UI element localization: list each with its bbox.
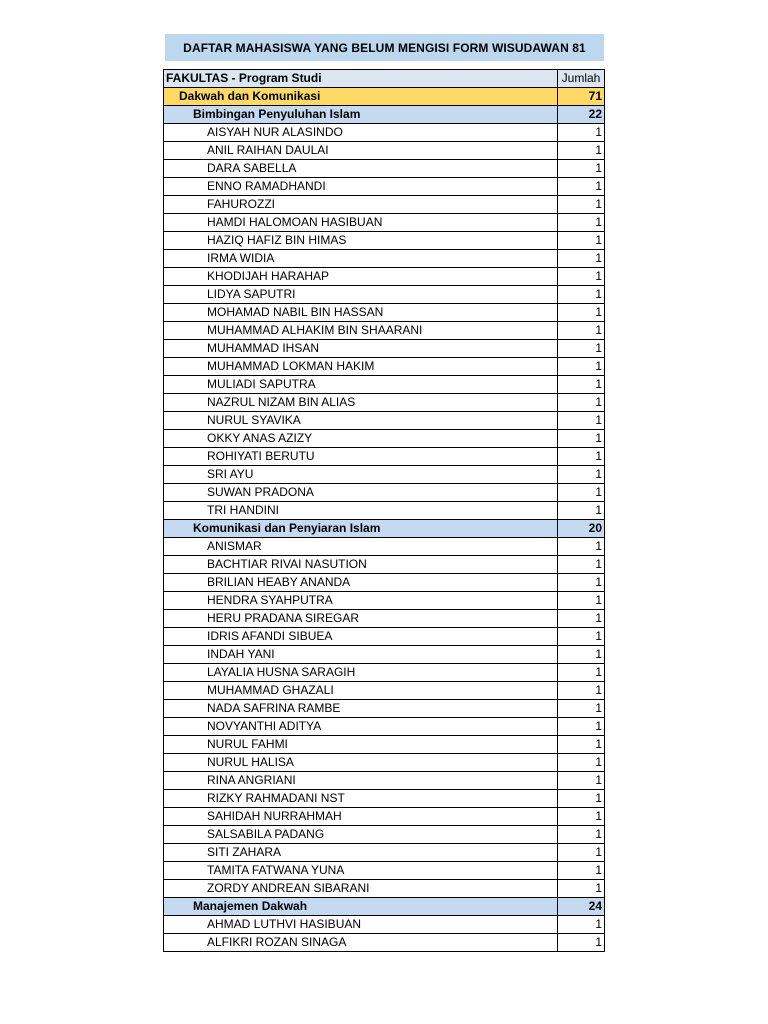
- student-count-cell: 1: [558, 502, 605, 520]
- student-count-cell: 1: [558, 880, 605, 898]
- student-row: [164, 286, 605, 304]
- student-name-cell: SUWAN PRADONA: [164, 484, 558, 502]
- student-count-cell: 1: [558, 484, 605, 502]
- student-count-cell: 1: [558, 430, 605, 448]
- student-count-cell: 1: [558, 124, 605, 142]
- student-name-cell: MUHAMMAD LOKMAN HAKIM: [164, 358, 558, 376]
- student-row: [164, 718, 605, 736]
- student-name-cell: MUHAMMAD ALHAKIM BIN SHAARANI: [164, 322, 558, 340]
- student-name-cell: MUHAMMAD IHSAN: [164, 340, 558, 358]
- student-row: [164, 322, 605, 340]
- student-name-cell: TAMITA FATWANA YUNA: [164, 862, 558, 880]
- student-name-cell: BACHTIAR RIVAI NASUTION: [164, 556, 558, 574]
- student-count-cell: 1: [558, 160, 605, 178]
- student-count-cell: 1: [558, 664, 605, 682]
- student-row: [164, 160, 605, 178]
- student-count-cell: 1: [558, 556, 605, 574]
- student-count-cell: 1: [558, 736, 605, 754]
- student-row: [164, 592, 605, 610]
- student-row: [164, 934, 605, 952]
- student-count-cell: 1: [558, 754, 605, 772]
- student-count-cell: 1: [558, 448, 605, 466]
- student-row: [164, 304, 605, 322]
- student-row: [164, 448, 605, 466]
- program-count-cell: 22: [558, 106, 605, 124]
- student-count-cell: 1: [558, 232, 605, 250]
- student-row: [164, 232, 605, 250]
- student-count-cell: 1: [558, 538, 605, 556]
- student-count-cell: 1: [558, 844, 605, 862]
- program-count-cell: 24: [558, 898, 605, 916]
- student-row: [164, 646, 605, 664]
- student-count-cell: 1: [558, 214, 605, 232]
- student-row: [164, 880, 605, 898]
- student-count-cell: 1: [558, 646, 605, 664]
- faculty-name-cell: Dakwah dan Komunikasi: [164, 88, 558, 106]
- program-row: [164, 520, 605, 538]
- student-name-cell: INDAH YANI: [164, 646, 558, 664]
- student-count-cell: 1: [558, 628, 605, 646]
- student-name-cell: NADA SAFRINA RAMBE: [164, 700, 558, 718]
- program-count-cell: 20: [558, 520, 605, 538]
- student-name-cell: IDRIS AFANDI SIBUEA: [164, 628, 558, 646]
- student-count-cell: 1: [558, 826, 605, 844]
- student-name-cell: SAHIDAH NURRAHMAH: [164, 808, 558, 826]
- student-name-cell: MUHAMMAD GHAZALI: [164, 682, 558, 700]
- student-name-cell: IRMA WIDIA: [164, 250, 558, 268]
- student-count-cell: 1: [558, 592, 605, 610]
- student-name-cell: HERU PRADANA SIREGAR: [164, 610, 558, 628]
- program-row: [164, 898, 605, 916]
- student-name-cell: RIZKY RAHMADANI NST: [164, 790, 558, 808]
- student-row: [164, 412, 605, 430]
- header-name-cell: FAKULTAS - Program Studi: [164, 70, 558, 88]
- student-row: [164, 124, 605, 142]
- student-count-cell: 1: [558, 916, 605, 934]
- student-row: [164, 214, 605, 232]
- student-count-cell: 1: [558, 394, 605, 412]
- header-count-cell: Jumlah: [558, 70, 605, 88]
- student-row: [164, 736, 605, 754]
- faculty-count-cell: 71: [558, 88, 605, 106]
- student-name-cell: DARA SABELLA: [164, 160, 558, 178]
- student-name-cell: FAHUROZZI: [164, 196, 558, 214]
- student-name-cell: BRILIAN HEABY ANANDA: [164, 574, 558, 592]
- student-count-cell: 1: [558, 862, 605, 880]
- student-count-cell: 1: [558, 286, 605, 304]
- student-count-cell: 1: [558, 340, 605, 358]
- student-name-cell: SITI ZAHARA: [164, 844, 558, 862]
- student-row: [164, 196, 605, 214]
- student-name-cell: ENNO RAMADHANDI: [164, 178, 558, 196]
- student-row: [164, 268, 605, 286]
- student-row: [164, 826, 605, 844]
- student-row: [164, 844, 605, 862]
- student-name-cell: HAZIQ HAFIZ BIN HIMAS: [164, 232, 558, 250]
- student-row: [164, 430, 605, 448]
- student-row: [164, 142, 605, 160]
- student-count-cell: 1: [558, 376, 605, 394]
- student-count-cell: 1: [558, 934, 605, 952]
- student-count-cell: 1: [558, 178, 605, 196]
- student-table-body: [164, 70, 605, 952]
- student-name-cell: ANIL RAIHAN DAULAI: [164, 142, 558, 160]
- student-row: [164, 394, 605, 412]
- student-row: [164, 466, 605, 484]
- student-row: [164, 340, 605, 358]
- student-name-cell: MULIADI SAPUTRA: [164, 376, 558, 394]
- student-count-cell: 1: [558, 790, 605, 808]
- student-count-cell: 1: [558, 322, 605, 340]
- student-row: [164, 538, 605, 556]
- student-table: [163, 69, 605, 952]
- table-header-row: [164, 70, 605, 88]
- program-row: [164, 106, 605, 124]
- student-name-cell: OKKY ANAS AZIZY: [164, 430, 558, 448]
- student-row: [164, 250, 605, 268]
- student-row: [164, 502, 605, 520]
- student-name-cell: ZORDY ANDREAN SIBARANI: [164, 880, 558, 898]
- student-row: [164, 610, 605, 628]
- program-name-cell: Bimbingan Penyuluhan Islam: [164, 106, 558, 124]
- student-name-cell: SRI AYU: [164, 466, 558, 484]
- student-count-cell: 1: [558, 196, 605, 214]
- student-name-cell: ROHIYATI BERUTU: [164, 448, 558, 466]
- student-name-cell: RINA ANGRIANI: [164, 772, 558, 790]
- student-name-cell: LAYALIA HUSNA SARAGIH: [164, 664, 558, 682]
- student-name-cell: MOHAMAD NABIL BIN HASSAN: [164, 304, 558, 322]
- student-row: [164, 376, 605, 394]
- student-name-cell: ALFIKRI ROZAN SINAGA: [164, 934, 558, 952]
- student-count-cell: 1: [558, 718, 605, 736]
- student-name-cell: KHODIJAH HARAHAP: [164, 268, 558, 286]
- student-count-cell: 1: [558, 358, 605, 376]
- student-count-cell: 1: [558, 268, 605, 286]
- student-row: [164, 628, 605, 646]
- student-name-cell: NURUL FAHMI: [164, 736, 558, 754]
- student-name-cell: ANISMAR: [164, 538, 558, 556]
- student-count-cell: 1: [558, 574, 605, 592]
- student-row: [164, 790, 605, 808]
- student-count-cell: 1: [558, 142, 605, 160]
- student-name-cell: NAZRUL NIZAM BIN ALIAS: [164, 394, 558, 412]
- student-count-cell: 1: [558, 808, 605, 826]
- student-row: [164, 916, 605, 934]
- program-name-cell: Manajemen Dakwah: [164, 898, 558, 916]
- student-row: [164, 664, 605, 682]
- student-row: [164, 574, 605, 592]
- student-name-cell: AISYAH NUR ALASINDO: [164, 124, 558, 142]
- student-row: [164, 700, 605, 718]
- student-row: [164, 358, 605, 376]
- student-count-cell: 1: [558, 250, 605, 268]
- student-row: [164, 808, 605, 826]
- document-title: [165, 34, 604, 61]
- student-name-cell: HENDRA SYAHPUTRA: [164, 592, 558, 610]
- student-count-cell: 1: [558, 610, 605, 628]
- student-name-cell: SALSABILA PADANG: [164, 826, 558, 844]
- faculty-row: [164, 88, 605, 106]
- student-name-cell: AHMAD LUTHVI HASIBUAN: [164, 916, 558, 934]
- student-row: [164, 556, 605, 574]
- student-row: [164, 178, 605, 196]
- document-title-text: DAFTAR MAHASISWA YANG BELUM MENGISI FORM WISUDAWAN 81: [183, 40, 586, 55]
- student-name-cell: NURUL HALISA: [164, 754, 558, 772]
- student-name-cell: LIDYA SAPUTRI: [164, 286, 558, 304]
- student-name-cell: NOVYANTHI ADITYA: [164, 718, 558, 736]
- student-count-cell: 1: [558, 700, 605, 718]
- student-row: [164, 862, 605, 880]
- student-count-cell: 1: [558, 304, 605, 322]
- student-count-cell: 1: [558, 412, 605, 430]
- student-row: [164, 484, 605, 502]
- student-name-cell: TRI HANDINI: [164, 502, 558, 520]
- student-row: [164, 772, 605, 790]
- program-name-cell: Komunikasi dan Penyiaran Islam: [164, 520, 558, 538]
- student-count-cell: 1: [558, 682, 605, 700]
- student-name-cell: NURUL SYAVIKA: [164, 412, 558, 430]
- student-row: [164, 754, 605, 772]
- student-row: [164, 682, 605, 700]
- student-name-cell: HAMDI HALOMOAN HASIBUAN: [164, 214, 558, 232]
- student-count-cell: 1: [558, 466, 605, 484]
- student-count-cell: 1: [558, 772, 605, 790]
